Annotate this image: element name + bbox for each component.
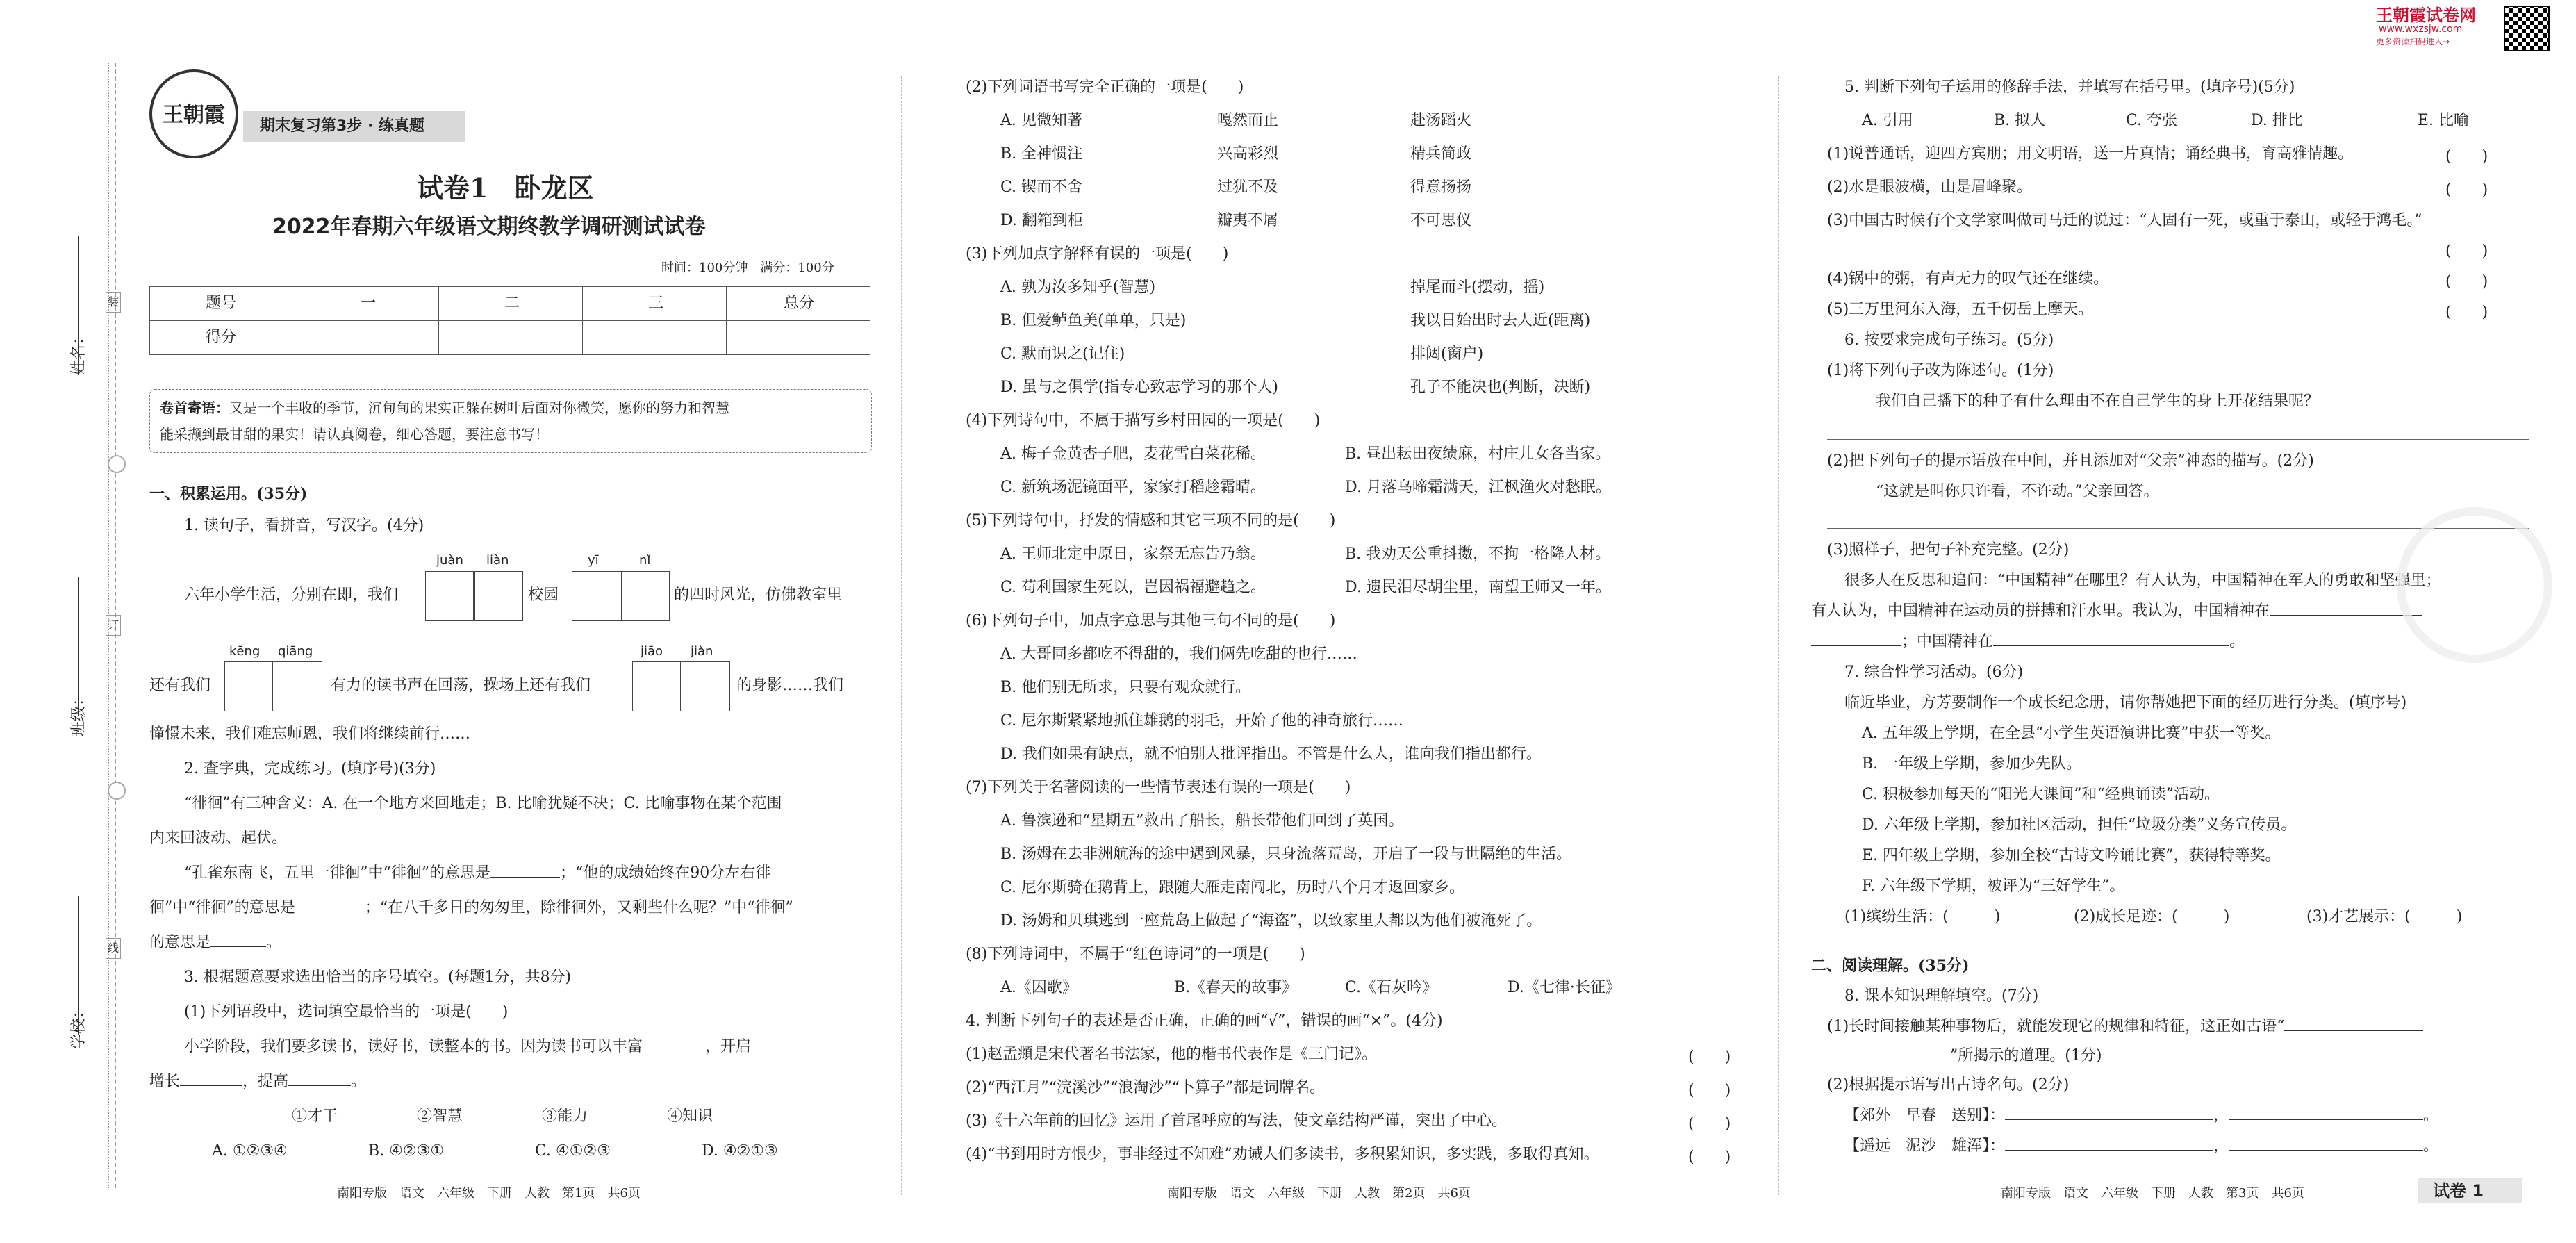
answer-blank[interactable] — [1993, 645, 2229, 646]
q2-line-4: 徊”中“徘徊”的意思是 ；“在八千多日的匆匆里，除徘徊外，又剩些什么呢？”中“徘徊” — [149, 899, 793, 916]
q3-8-d[interactable]: D.《七律·长征》 — [1508, 979, 1621, 996]
message-line-2: 能采撷到最甘甜的果实！请认真阅卷，细心答题，要注意书写！ — [160, 426, 549, 443]
q8-1-line-2: ”所揭示的道理。(1分) — [1811, 1046, 2102, 1066]
q4-item-1: (1)赵孟頫是宋代著名书法家，他的楷书代表作是《三门记》。 — [966, 1046, 1378, 1063]
qr-code-icon[interactable] — [2504, 6, 2550, 51]
q3-2-a1[interactable]: A. 见微知著 — [1000, 112, 1082, 129]
option-c[interactable]: C. ④①②③ — [535, 1142, 611, 1160]
q7-category-2[interactable]: (2)成长足迹：( ) — [2074, 908, 2230, 925]
q8-prompt: 8. 课本知识理解填空。(7分) — [1844, 987, 2039, 1005]
q3-2-b2: 兴高彩烈 — [1217, 145, 1279, 163]
answer-blank[interactable] — [2270, 615, 2422, 616]
q3-2-d3: 不可思仪 — [1410, 212, 1472, 229]
q6-3-line-2: 有人认为，中国精神在运动员的拼搏和汗水里。我认为，中国精神在 — [1811, 602, 2422, 621]
answer-blank[interactable] — [180, 1085, 242, 1086]
pinyin: jiāo — [641, 644, 663, 659]
answer-blank[interactable] — [210, 946, 266, 947]
q1-line-1b: 校园 — [528, 586, 559, 604]
q3-3-a1[interactable]: A. 孰为汝多知乎(智慧) — [1000, 279, 1156, 296]
score-row-label: 得分 — [149, 320, 295, 355]
q8-1-line-1: (1)长时间接触某种事物后，就能发现它的规律和特征，这正如古语“ — [1827, 1017, 2423, 1037]
char-box[interactable] — [425, 571, 475, 621]
q2-prompt: 2. 查字典，完成练习。(填序号)(3分) — [184, 760, 436, 777]
q3-7-c[interactable]: C. 尼尔斯骑在鹅背上，跟随大雁走南闯北，历时八个月才返回家乡。 — [1000, 879, 1465, 896]
q3-5-a[interactable]: A. 王师北定中原日，家祭无忘告乃翁。 — [1000, 545, 1266, 563]
answer-blank[interactable] — [490, 877, 560, 878]
q6-2-prompt: (2)把下列句子的提示语放在中间，并且添加对“父亲”神态的描写。(2分) — [1827, 452, 2314, 470]
q3-4-d[interactable]: D. 月落乌啼霜满天，江枫渔火对愁眠。 — [1345, 479, 1611, 496]
exam-tag-text: 试卷 1 — [2433, 1181, 2484, 1201]
q3-4-a[interactable]: A. 梅子金黄杏子肥，麦花雪白菜花稀。 — [1000, 445, 1266, 463]
q5-item-1: (1)说普通话，迎四方宾朋；用文明语，送一片真情；诵经典书，育高雅情趣。 — [1827, 145, 2354, 163]
q6-3-line-3: ；中国精神在 。 — [1811, 632, 2245, 652]
answer-paren[interactable]: ( ) — [2445, 242, 2488, 260]
q1-line-2c: 的身影……我们 — [736, 677, 844, 694]
site-url[interactable]: www.wxzsjw.com — [2379, 24, 2463, 35]
logo-text: 王朝霞 — [163, 103, 225, 127]
score-input-cell[interactable] — [438, 320, 583, 355]
answer-blank[interactable] — [1811, 645, 1901, 646]
q5-prompt: 5. 判断下列句子运用的修辞手法，并填写在括号里。(填序号)(5分) — [1844, 79, 2295, 96]
word-choice: ②智慧 — [417, 1108, 463, 1125]
section-1-heading: 一、积累运用。(35分) — [149, 485, 308, 503]
page-footer-2: 南阳专版 语文 六年级 下册 人教 第2页 共6页 — [1167, 1186, 1471, 1201]
pinyin: nǐ — [639, 553, 651, 568]
q6-3-line-1: 很多人在反思和追问：“中国精神”在哪里？有人认为，中国精神在军人的勇敢和坚强里； — [1844, 572, 2441, 589]
q7-category-1[interactable]: (1)缤纷生活：( ) — [1844, 908, 2001, 925]
q3-2-b3: 精兵简政 — [1410, 145, 1472, 163]
word-choice: ③能力 — [542, 1108, 588, 1125]
q3-3-c2: 排闼(窗户) — [1410, 345, 1484, 363]
option-d[interactable]: D. ④②①③ — [702, 1142, 778, 1160]
q3-7-a[interactable]: A. 鲁滨逊和“星期五”救出了船长，船长带他们回到了英国。 — [1000, 812, 1404, 830]
q3-1-prompt: (1)下列语段中，选词填空最恰当的一项是( ) — [184, 1003, 509, 1021]
binding-hole — [108, 782, 126, 800]
q7-intro: 临近毕业，方芳要制作一个成长纪念册，请你帮她把下面的经历进行分类。(填序号) — [1844, 694, 2407, 711]
step-banner-text: 期末复习第3步 · 练真题 — [260, 117, 424, 135]
q3-1-line-2: 增长 ，提高 。 — [149, 1073, 367, 1090]
q5-item-2: (2)水是眼波横，山是眉峰聚。 — [1827, 179, 2033, 196]
site-badge — [2376, 6, 2501, 50]
q7-prompt: 7. 综合性学习活动。(6分) — [1844, 664, 2024, 681]
pinyin: yī — [588, 553, 599, 568]
answer-paren[interactable]: ( ) — [2445, 304, 2488, 321]
q1-prompt: 1. 读句子，看拼音，写汉字。(4分) — [184, 517, 424, 534]
q1-line-2a: 还有我们 — [149, 677, 211, 694]
q4-item-4: (4)“书到用时方恨少，事非经过不知难”劝诫人们多读书，多积累知识，多实践，多取得真知。 — [966, 1146, 1599, 1163]
answer-blank[interactable] — [2229, 1119, 2423, 1120]
q2-line-5: 的意思是 。 — [149, 934, 282, 951]
q3-2-d1[interactable]: D. 翻箱到柜 — [1000, 212, 1083, 229]
answer-paren[interactable]: ( ) — [1688, 1048, 1731, 1066]
q3-6-prompt: (6)下列句子中，加点字意思与其他三句不同的是( ) — [966, 612, 1336, 629]
pinyin: qiāng — [278, 644, 313, 659]
q3-6-a[interactable]: A. 大哥同多都吃不得甜的，我们俩先吃甜的也行…… — [1000, 645, 1357, 663]
q5-opt-b: B. 拟人 — [1994, 112, 2046, 129]
q7-item-e: E. 四年级上学期，参加全校“古诗文吟诵比赛”，获得特等奖。 — [1862, 847, 2281, 864]
step-banner — [243, 111, 465, 142]
pinyin: jiàn — [691, 644, 713, 659]
exam-subtitle: 2022年春期六年级语文期终教学调研测试试卷 — [272, 215, 706, 239]
q6-3-prompt: (3)照样子，把句子补充完整。(2分) — [1827, 541, 2070, 559]
binding-mark-1: 装 — [106, 292, 121, 313]
message-box — [149, 389, 872, 453]
char-box[interactable] — [473, 571, 523, 621]
answer-line[interactable] — [1827, 439, 2529, 440]
char-box[interactable] — [224, 661, 274, 711]
q4-item-3: (3)《十六年前的回忆》运用了首尾呼应的写法，使文章结构严谨，突出了中心。 — [966, 1112, 1508, 1130]
school-label: 学校： — [70, 1003, 88, 1049]
q3-2-a3: 赴汤蹈火 — [1410, 112, 1472, 129]
q7-item-a: A. 五年级上学期，在全县“小学生英语演讲比赛”中获一等奖。 — [1862, 725, 2281, 742]
char-box[interactable] — [632, 661, 682, 711]
answer-paren[interactable]: ( ) — [1688, 1149, 1731, 1166]
q3-8-a[interactable]: A.《囚歌》 — [1000, 979, 1078, 996]
q6-1-text: 我们自己播下的种子有什么理由不在自己学生的身上开花结果呢？ — [1876, 393, 2320, 410]
q5-opt-e: E. 比喻 — [2418, 112, 2470, 129]
pinyin: liàn — [486, 553, 509, 568]
answer-blank[interactable] — [2005, 1150, 2213, 1151]
answer-blank[interactable] — [2284, 1030, 2423, 1031]
q3-7-b[interactable]: B. 汤姆在去非洲航海的途中遇到风暴，只身流落荒岛，开启了一段与世隔绝的生活。 — [1000, 846, 1572, 863]
q1-line-3: 憧憬未来，我们难忘师恩，我们将继续前行…… — [149, 725, 471, 743]
q6-2-text: “这就是叫你只许看，不许动。”父亲回答。 — [1876, 483, 2159, 500]
q7-category-3[interactable]: (3)才艺展示：( ) — [2306, 908, 2463, 925]
class-label: 班级： — [70, 690, 88, 736]
q3-5-b[interactable]: B. 我劝天公重抖擞，不拘一格降人材。 — [1345, 545, 1611, 563]
q7-item-b: B. 一年级上学期，参加少先队。 — [1862, 755, 2082, 773]
answer-paren[interactable]: ( ) — [1688, 1115, 1731, 1133]
score-header-cell: 总分 — [726, 286, 870, 321]
page-divider — [1778, 76, 1779, 1195]
pinyin: kēng — [229, 644, 261, 659]
q3-2-c3: 得意扬扬 — [1410, 179, 1472, 196]
q3-prompt: 3. 根据题意要求选出恰当的序号填空。(每题1分，共8分) — [184, 969, 572, 986]
option-a[interactable]: A. ①②③④ — [212, 1142, 288, 1160]
q3-8-b[interactable]: B.《春天的故事》 — [1174, 979, 1298, 996]
char-box[interactable] — [620, 571, 670, 621]
q5-item-3: (3)中国古时候有个文学家叫做司马迁的说过：“人固有一死，或重于泰山，或轻于鸿毛。” — [1827, 212, 2422, 229]
q3-2-prompt: (2)下列词语书写完全正确的一项是( ) — [966, 79, 1244, 96]
q3-6-c[interactable]: C. 尼尔斯紧紧地抓住雄鹅的羽毛，开始了他的神奇旅行…… — [1000, 712, 1404, 730]
q1-line-1a: 六年小学生活，分别在即，我们 — [184, 586, 399, 604]
binding-hole — [108, 455, 126, 473]
answer-blank[interactable] — [2229, 1150, 2423, 1151]
school-field[interactable] — [78, 896, 79, 1035]
page-title: 试卷1 卧龙区 — [417, 172, 594, 204]
q3-6-d[interactable]: D. 我们如果有缺点，就不怕别人批评指出。不管是什么人，谁向我们指出都行。 — [1000, 746, 1542, 763]
word-choice: ④知识 — [667, 1108, 713, 1125]
name-field[interactable] — [78, 236, 79, 375]
q4-prompt: 4. 判断下列句子的表述是否正确，正确的画“√”，错误的画“×”。(4分) — [966, 1012, 1443, 1030]
page-footer-3: 南阳专版 语文 六年级 下册 人教 第3页 共6页 — [2001, 1186, 2304, 1201]
q3-1-line-1: 小学阶段，我们要多读书，读好书，读整本的书。因为读书可以丰富 ，开启 — [184, 1037, 814, 1057]
q3-3-d1[interactable]: D. 虽与之俱学(指专心致志学习的那个人) — [1000, 379, 1279, 396]
watermark-seal-icon — [2397, 507, 2552, 663]
q3-2-b1[interactable]: B. 全神惯注 — [1000, 145, 1083, 163]
q5-item-5: (5)三万里河东入海，五千仞岳上摩天。 — [1827, 301, 2094, 318]
q5-opt-c: C. 夸张 — [2126, 112, 2178, 129]
q8-2-prompt: (2)根据提示语写出古诗名句。(2分) — [1827, 1076, 2070, 1094]
page-footer-1: 南阳专版 语文 六年级 下册 人教 第1页 共6页 — [337, 1186, 641, 1201]
q3-3-c1[interactable]: C. 默而识之(记住) — [1000, 345, 1125, 363]
brand-logo — [149, 69, 238, 158]
q3-4-prompt: (4)下列诗句中，不属于描写乡村田园的一项是( ) — [966, 412, 1321, 429]
binding-mark-2: 订 — [106, 615, 121, 636]
site-name: 王朝霞试卷网 — [2376, 6, 2476, 25]
score-header-cell: 一 — [295, 286, 439, 321]
q7-item-f: F. 六年级下学期，被评为“三好学生”。 — [1862, 878, 2125, 895]
q3-3-b1[interactable]: B. 但爱鲈鱼美(单单，只是) — [1000, 312, 1187, 329]
q3-7-d[interactable]: D. 汤姆和贝琪逃到一座荒岛上做起了“海盗”，以致家里人都以为他们被淹死了。 — [1000, 912, 1542, 930]
q1-line-2b: 有力的读书声在回荡，操场上还有我们 — [331, 677, 591, 694]
char-box[interactable] — [572, 571, 622, 621]
q2-line-2: 内来回波动、起伏。 — [149, 830, 288, 847]
score-header-cell: 三 — [582, 286, 727, 321]
q3-4-c[interactable]: C. 新筑场泥镜面平，家家打稻趁霜晴。 — [1000, 479, 1266, 496]
q3-7-prompt: (7)下列关于名著阅读的一些情节表述有误的一项是( ) — [966, 779, 1351, 796]
answer-paren[interactable]: ( ) — [1688, 1082, 1731, 1099]
q2-line-1: “徘徊”有三种含义：A. 在一个地方来回地走；B. 比喻犹疑不决；C. 比喻事物在某个范围 — [184, 795, 782, 812]
q3-2-c1[interactable]: C. 锲而不舍 — [1000, 179, 1083, 196]
score-input-cell[interactable] — [582, 320, 727, 355]
message-line-1: 卷首寄语：又是一个丰收的季节，沉甸甸的果实正躲在树叶后面对你微笑，愿你的努力和智慧 — [160, 400, 729, 416]
name-label: 姓名： — [70, 329, 88, 375]
q3-8-prompt: (8)下列诗词中，不属于“红色诗词”的一项是( ) — [966, 946, 1305, 963]
q1-line-1c: 的四时风光，仿佛教室里 — [674, 586, 843, 604]
q5-opt-a: A. 引用 — [1862, 112, 1913, 129]
pinyin: juàn — [436, 553, 463, 568]
word-choice: ①才干 — [292, 1108, 338, 1125]
section-2-heading: 二、阅读理解。(35分) — [1811, 957, 1970, 975]
q8-2-row-1: 【郊外 早春 送别】： ， 。 — [1844, 1107, 2439, 1124]
exam-meta: 时间：100分钟 满分：100分 — [661, 261, 834, 275]
q3-4-b[interactable]: B. 昼出耘田夜绩麻，村庄儿女各当家。 — [1345, 445, 1611, 463]
q3-5-c[interactable]: C. 苟利国家生死以，岂因祸福避趋之。 — [1000, 579, 1266, 596]
q3-6-b[interactable]: B. 他们别无所求，只要有观众就行。 — [1000, 679, 1251, 696]
q7-item-c: C. 积极参加每天的“阳光大课间”和“经典诵读”活动。 — [1862, 786, 2220, 803]
score-input-cell[interactable] — [295, 320, 439, 355]
answer-paren[interactable]: ( ) — [2445, 273, 2488, 290]
q3-5-prompt: (5)下列诗句中，抒发的情感和其它三项不同的是( ) — [966, 512, 1336, 529]
page-divider — [901, 76, 902, 1195]
message-label: 卷首寄语： — [160, 400, 229, 416]
char-box[interactable] — [680, 661, 730, 711]
q3-3-b2: 我以日始出时去人近(距离) — [1410, 312, 1591, 329]
q3-5-d[interactable]: D. 遗民泪尽胡尘里，南望王师又一年。 — [1345, 579, 1611, 596]
site-slogan: 更多资源扫码进入→ — [2376, 37, 2450, 47]
q3-3-prompt: (3)下列加点字解释有误的一项是( ) — [966, 245, 1229, 263]
q3-8-c[interactable]: C.《石灰吟》 — [1345, 979, 1438, 996]
q5-item-4: (4)锅中的粥，有声无力的叹气还在继续。 — [1827, 270, 2109, 288]
binding-mark-3: 线 — [106, 938, 121, 959]
score-header-cell: 二 — [438, 286, 583, 321]
answer-paren[interactable]: ( ) — [2445, 181, 2488, 199]
option-b[interactable]: B. ④②③① — [368, 1142, 445, 1160]
q6-1-prompt: (1)将下列句子改为陈述句。(1分) — [1827, 362, 2054, 379]
q3-3-a2: 掉尾而斗(摆动，摇) — [1410, 279, 1545, 296]
exam-tag — [2418, 1178, 2522, 1203]
q7-item-d: D. 六年级上学期，参加社区活动，担任“垃圾分类”义务宣传员。 — [1862, 816, 2297, 834]
answer-blank[interactable] — [288, 1085, 351, 1086]
char-box[interactable] — [272, 661, 322, 711]
class-field[interactable] — [78, 577, 79, 716]
score-input-cell[interactable] — [726, 320, 870, 355]
answer-paren[interactable]: ( ) — [2445, 148, 2488, 165]
q3-2-a2: 嘎然而止 — [1217, 112, 1279, 129]
answer-blank[interactable] — [2005, 1119, 2213, 1120]
score-header-cell: 题号 — [149, 286, 295, 321]
q2-line-3: “孔雀东南飞，五里一徘徊”中“徘徊”的意思是 ；“他的成绩始终在90分左右徘 — [184, 864, 771, 882]
q6-prompt: 6. 按要求完成句子练习。(5分) — [1844, 331, 2054, 349]
q8-2-row-2: 【遥远 泥沙 雄浑】： ， 。 — [1844, 1137, 2439, 1155]
q3-3-d2: 孔子不能决也(判断，决断) — [1410, 379, 1591, 396]
q3-2-c2: 过犹不及 — [1217, 179, 1279, 196]
q3-2-d2: 瓣夷不屑 — [1217, 212, 1279, 229]
q5-opt-d: D. 排比 — [2251, 112, 2303, 129]
q4-item-2: (2)“西江月”“浣溪沙”“浪淘沙”“卜算子”都是词牌名。 — [966, 1079, 1326, 1096]
